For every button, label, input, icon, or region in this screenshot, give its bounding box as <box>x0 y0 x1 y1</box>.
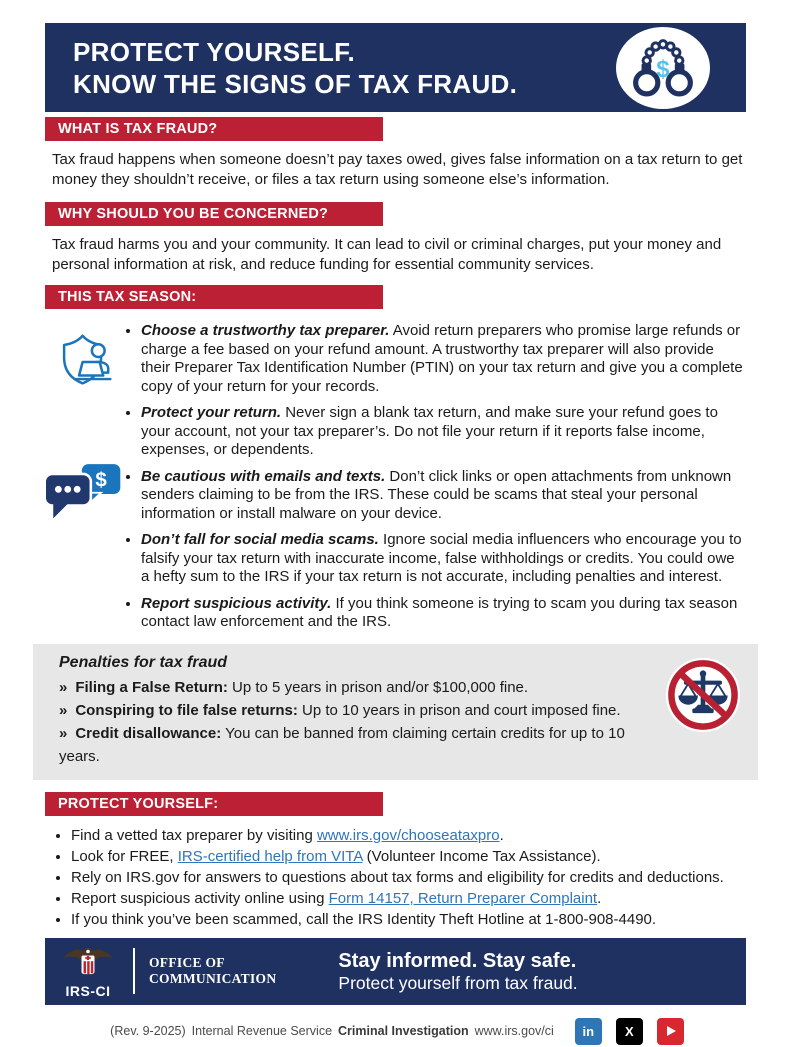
chat-dollar-glyph: $ <box>95 468 107 492</box>
chat-messages-dollar-icon <box>43 460 125 522</box>
penalty-false-return: » Filing a False Return: Up to 5 years in prison and/or $100,000 fine. <box>59 678 529 696</box>
footer-banner <box>45 938 746 1005</box>
section-heading-why-concerned: WHY SHOULD YOU BE CONCERNED? <box>45 202 383 226</box>
irs-ci-wordmark: IRS-CI <box>65 983 111 999</box>
agency-label: Internal Revenue Service <box>191 1024 333 1038</box>
section-heading-this-tax-season: THIS TAX SEASON: <box>45 285 383 309</box>
penalties-title: Penalties for tax fraud <box>59 653 228 671</box>
bullet-choose-preparer: • Choose a trustworthy tax preparer. Avoid return preparers who promise large refunds or charge a fee based on your refund amount. A trustworthy tax preparer will also provide their Preparer Tax Identification Number (PTIN) on your tax return and give you a complete copy of your return for your records. <box>141 322 746 396</box>
bullet-protect-return: • Protect your return. Never sign a blank tax return, and make sure your refund goes to your account, not your tax preparer’s. Do not file your return if it reports false income, expenses, or dependents. <box>141 404 746 460</box>
revision-label: (Rev. 9-2025) <box>110 1024 186 1038</box>
tax-season-section <box>95 322 746 632</box>
section-heading-what-is-tax-fraud: WHAT IS TAX FRAUD? <box>45 117 383 141</box>
protect-item-vita: • Look for FREE, IRS-certified help from VITA (Volunteer Income Tax Assistance). <box>71 846 746 867</box>
document-meta-line <box>0 1018 791 1045</box>
ci-url: www.irs.gov/ci <box>474 1024 554 1038</box>
no-scales-prohibited-icon <box>664 656 742 734</box>
form-14157-link[interactable]: Form 14157, Return Preparer Complaint <box>328 889 598 907</box>
what-is-tax-fraud-text: Tax fraud happens when someone doesn’t pay taxes owed, gives false information on a tax return to get money they shouldn’t receive, or files a tax return using someone else’s information. <box>52 151 743 188</box>
penalties-box <box>33 644 758 780</box>
linkedin-icon[interactable]: in <box>575 1018 602 1045</box>
section-heading-protect-yourself: PROTECT YOURSELF: <box>45 792 383 816</box>
page-title <box>45 36 517 100</box>
division-label: Criminal Investigation <box>338 1024 469 1038</box>
shield-tax-preparer-icon <box>57 326 121 398</box>
protect-item-find-preparer: • Find a vetted tax preparer by visiting www.irs.gov/chooseataxpro. <box>71 825 746 846</box>
page-title-line2: KNOW THE SIGNS OF TAX FRAUD. <box>73 68 518 99</box>
youtube-icon[interactable] <box>657 1018 684 1045</box>
dollar-glyph: $ <box>656 56 670 83</box>
footer-divider <box>133 948 135 994</box>
bullet-emails-texts: • Be cautious with emails and texts. Don’t click links or open attachments from unknown senders claiming to be from the IRS. These could be scams that steal your personal information or install malware on your device. <box>141 468 746 524</box>
vita-help-link[interactable]: IRS-certified help from VITA <box>177 847 363 865</box>
hero-banner <box>45 23 746 112</box>
irs-ci-logo <box>45 943 131 999</box>
protect-item-hotline: • If you think you’ve been scammed, call the IRS Identity Theft Hotline at 1-800-908-4490. <box>71 909 746 930</box>
protect-item-irs-gov: • Rely on IRS.gov for answers to questions about tax forms and eligibility for credits and deductions. <box>71 867 746 888</box>
protect-yourself-list <box>57 825 746 930</box>
play-triangle <box>667 1026 676 1036</box>
irs-ci-eagle-icon <box>61 945 115 979</box>
penalty-conspiring: » Conspiring to file false returns: Up to 10 years in prison and court imposed fine. <box>59 701 621 719</box>
social-icons <box>575 1018 684 1045</box>
tax-season-bullet-list <box>127 322 746 632</box>
page-title-line1: PROTECT YOURSELF. <box>73 36 355 67</box>
chooseataxpro-link[interactable]: www.irs.gov/chooseataxpro <box>316 826 500 844</box>
bullet-report-activity: • Report suspicious activity. If you think someone is trying to scam you during tax season contact law enforcement and the IRS. <box>141 595 746 632</box>
protect-item-form-14157: • Report suspicious activity online using Form 14157, Return Preparer Complaint. <box>71 888 746 909</box>
why-concerned-text: Tax fraud harms you and your community. It can lead to civil or criminal charges, put your money and personal information at risk, and reduce funding for essential community services. <box>52 236 722 273</box>
penalty-credit-disallowance: » Credit disallowance: You can be banned from claiming certain credits for up to 10 years. <box>59 724 625 765</box>
handcuffs-dollar-icon <box>616 27 710 109</box>
footer-tagline: Stay informed. Stay safe. Protect yourself from tax fraud. <box>338 949 578 993</box>
office-of-communication: OFFICE OF COMMUNICATION <box>149 955 277 986</box>
x-twitter-icon[interactable]: X <box>616 1018 643 1045</box>
flyer-page <box>0 23 791 1047</box>
bullet-social-media-scams: • Don’t fall for social media scams. Ignore social media influencers who encourage you to falsify your tax return with inaccurate income, false withholdings or credits. You could owe a hefty sum to the IRS if your tax return is not accurate, including penalties and interest. <box>141 531 746 587</box>
